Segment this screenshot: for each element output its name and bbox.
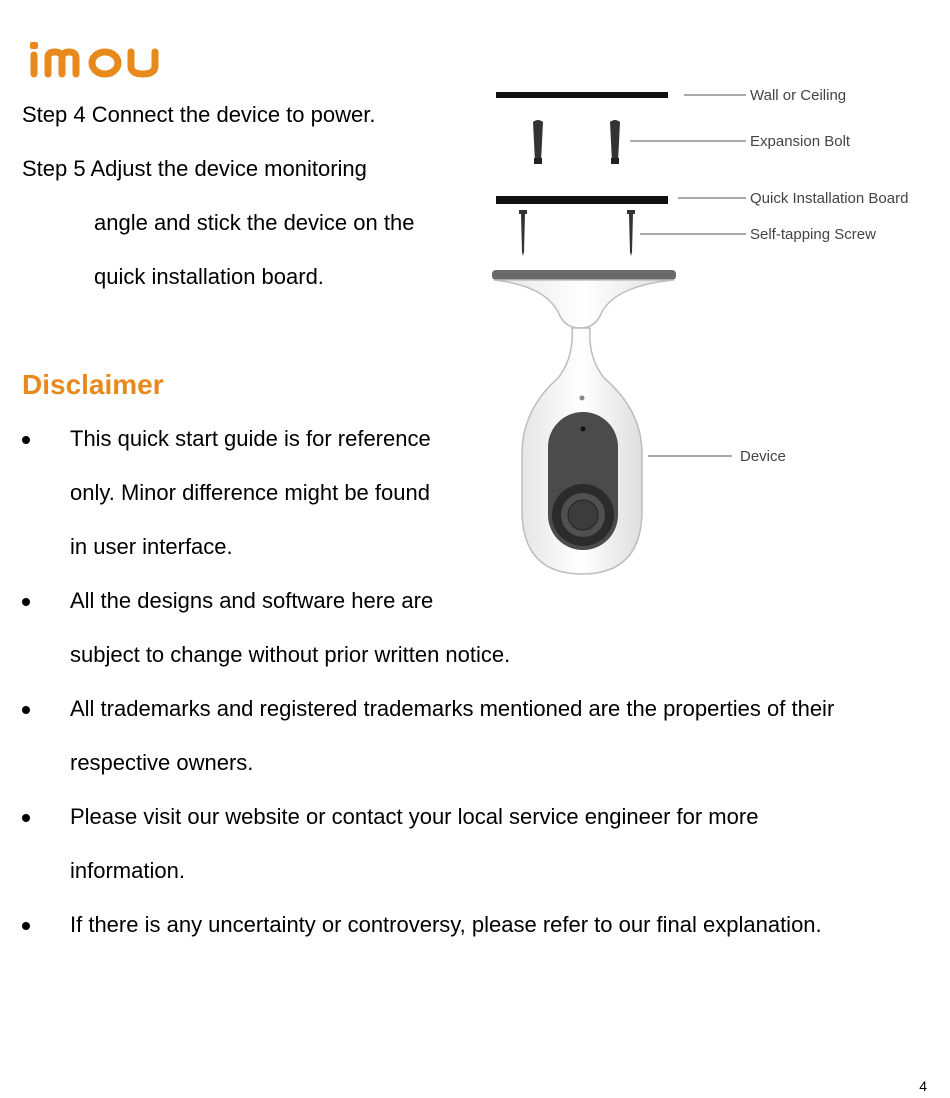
- step-5-text-line-2: angle and stick the device on the: [94, 210, 415, 235]
- disclaimer-item-4-line-1: Please visit our website or contact your local service engineer for more: [70, 804, 759, 829]
- disclaimer-item-5-line-1: If there is any uncertainty or controversy, please refer to our final explanation.: [70, 912, 822, 937]
- disclaimer-item-4-line-2: information.: [70, 858, 185, 883]
- disclaimer-item-1-line-2: only. Minor difference might be found: [70, 480, 430, 505]
- expansion-bolt-left: [533, 120, 543, 164]
- bullet-icon: [22, 598, 30, 606]
- label-quick-installation-board: Quick Installation Board: [750, 190, 909, 207]
- page-number: 4: [919, 1078, 927, 1094]
- label-self-tapping-screw: Self-tapping Screw: [750, 226, 876, 243]
- bullet-icon: [22, 814, 30, 822]
- self-tapping-screw-right: [627, 210, 635, 256]
- disclaimer-item-3-line-2: respective owners.: [70, 750, 254, 775]
- installation-diagram: [488, 80, 928, 580]
- expansion-bolt-right: [610, 120, 620, 164]
- step-5-text-line-1: Step 5 Adjust the device monitoring: [22, 156, 367, 181]
- wall-ceiling-bar: [496, 92, 668, 98]
- quick-installation-board: [496, 196, 668, 204]
- camera-device: [492, 270, 676, 574]
- disclaimer-item-1-line-1: This quick start guide is for reference: [70, 426, 431, 451]
- step-4-text: Step 4 Connect the device to power.: [22, 102, 376, 127]
- label-wall-ceiling: Wall or Ceiling: [750, 87, 847, 104]
- label-expansion-bolt: Expansion Bolt: [750, 133, 851, 150]
- label-device: Device: [740, 448, 786, 465]
- step-5-text-line-3: quick installation board.: [94, 264, 324, 289]
- bullet-icon: [22, 706, 30, 714]
- disclaimer-item-2-line-1: All the designs and software here are: [70, 588, 434, 613]
- disclaimer-item-3-line-1: All trademarks and registered trademarks mentioned are the properties of their: [70, 696, 835, 721]
- disclaimer-heading: Disclaimer: [22, 369, 164, 400]
- bullet-icon: [22, 436, 30, 444]
- disclaimer-item-1-line-3: in user interface.: [70, 534, 233, 559]
- imou-logo: [28, 38, 180, 80]
- bullet-icon: [22, 922, 30, 930]
- imou-logo-graphic: [28, 38, 180, 80]
- self-tapping-screw-left: [519, 210, 527, 256]
- disclaimer-item-2-line-2: subject to change without prior written notice.: [70, 642, 511, 667]
